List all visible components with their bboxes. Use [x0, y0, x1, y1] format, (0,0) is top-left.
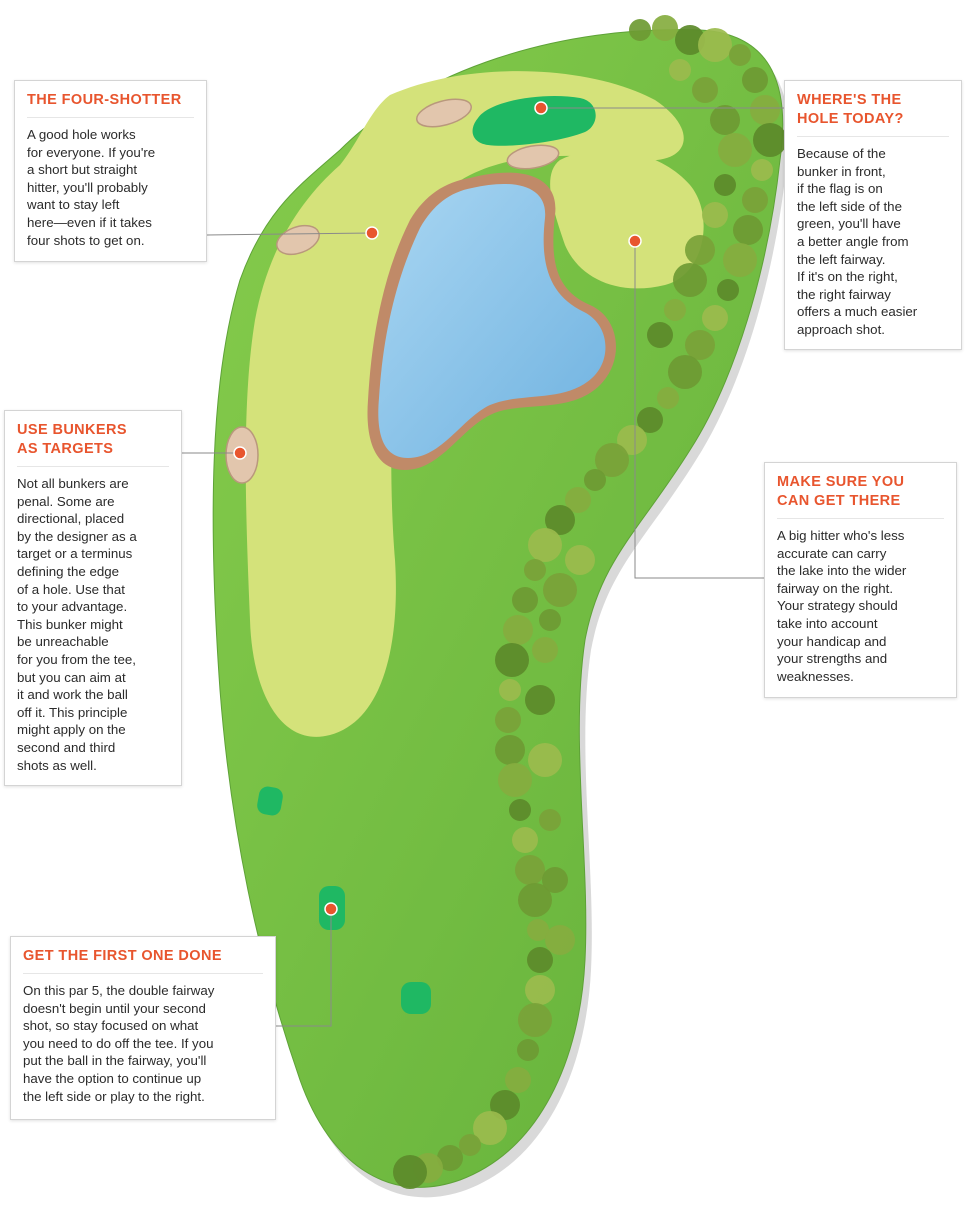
callout-body: Because of the bunker in front, if the flag is on the left side of the green, you'll have a better angle from the left fairway. If it's on the right, the right fairway offers a much easier approach shot.	[797, 146, 918, 337]
tree-icon	[698, 28, 732, 62]
tree-icon	[714, 174, 736, 196]
tree-icon	[750, 95, 780, 125]
tree-icon	[539, 609, 561, 631]
tree-icon	[668, 355, 702, 389]
marker-four-shotter	[366, 227, 378, 239]
tree-icon	[673, 263, 707, 297]
tree-icon	[742, 187, 768, 213]
callout-four-shotter	[14, 80, 207, 262]
callout-get-there	[764, 462, 957, 698]
tree-icon	[692, 77, 718, 103]
tree-icon	[751, 159, 773, 181]
tree-icon	[527, 947, 553, 973]
tree-icon	[539, 809, 561, 831]
callout-hole-today	[784, 80, 962, 350]
tree-icon	[664, 299, 686, 321]
tree-icon	[528, 528, 562, 562]
callout-title: GET THE FIRST ONE DONE	[23, 947, 263, 974]
tree-icon	[652, 15, 678, 41]
tree-icon	[669, 59, 691, 81]
callout-body: Not all bunkers are penal. Some are directional, placed by the designer as a target or a terminus defining the edge of a hole. Use that to your advantage. This bunker might be unreachable for you from the tee, but you can aim at it and work the ball off it. This principle might apply on the second and third shots as well.	[17, 476, 137, 773]
callout-title: WHERE'S THE HOLE TODAY?	[797, 91, 949, 137]
marker-bunker-target	[234, 447, 246, 459]
tree-icon	[545, 925, 575, 955]
tree-icon	[515, 855, 545, 885]
callout-first-one-done	[10, 936, 276, 1120]
marker-tee	[325, 903, 337, 915]
tree-icon	[518, 1003, 552, 1037]
callout-body: A good hole works for everyone. If you're a short but straight hitter, you'll probably want to stay left here—even if it takes four shots to get on.	[27, 127, 156, 248]
tree-icon	[498, 763, 532, 797]
tree-icon	[495, 643, 529, 677]
tree-icon	[718, 133, 752, 167]
tree-icon	[717, 279, 739, 301]
tree-icon	[393, 1155, 427, 1189]
tree-icon	[509, 799, 531, 821]
tree-icon	[517, 1039, 539, 1061]
tree-icon	[753, 123, 787, 157]
tree-icon	[524, 559, 546, 581]
tree-icon	[503, 615, 533, 645]
tree-icon	[710, 105, 740, 135]
tree-icon	[499, 679, 521, 701]
tree-icon	[542, 867, 568, 893]
tee-box-back	[401, 982, 431, 1014]
tree-icon	[723, 243, 757, 277]
tree-icon	[729, 44, 751, 66]
tree-icon	[733, 215, 763, 245]
callout-title: THE FOUR-SHOTTER	[27, 91, 194, 118]
tree-icon	[495, 707, 521, 733]
tree-icon	[543, 573, 577, 607]
tree-icon	[565, 545, 595, 575]
tree-icon	[525, 685, 555, 715]
tree-icon	[505, 1067, 531, 1093]
tree-icon	[742, 67, 768, 93]
callout-body: A big hitter who's less accurate can carry the lake into the wider fairway on the right. Your strategy should take into account your handicap and your strengths and weaknesses.	[777, 528, 907, 684]
tree-icon	[512, 587, 538, 613]
tree-icon	[459, 1134, 481, 1156]
callout-title: USE BUNKERS AS TARGETS	[17, 421, 169, 467]
callout-body: On this par 5, the double fairway doesn't begin until your second shot, so stay focused on what you need to do off the tee. If you put the ball in the fairway, you'll have the option to continue up the left side or play to the right.	[23, 983, 215, 1104]
tree-icon	[629, 19, 651, 41]
tree-icon	[512, 827, 538, 853]
tree-icon	[528, 743, 562, 777]
tree-icon	[525, 975, 555, 1005]
callout-title: MAKE SURE YOU CAN GET THERE	[777, 473, 944, 519]
marker-hole-today	[535, 102, 547, 114]
tree-icon	[685, 330, 715, 360]
marker-right-fairway	[629, 235, 641, 247]
callout-use-bunkers	[4, 410, 182, 786]
tree-icon	[685, 235, 715, 265]
tree-icon	[702, 305, 728, 331]
tree-icon	[702, 202, 728, 228]
tree-icon	[532, 637, 558, 663]
tree-icon	[647, 322, 673, 348]
tree-icon	[495, 735, 525, 765]
tree-icon	[657, 387, 679, 409]
tree-icon	[584, 469, 606, 491]
